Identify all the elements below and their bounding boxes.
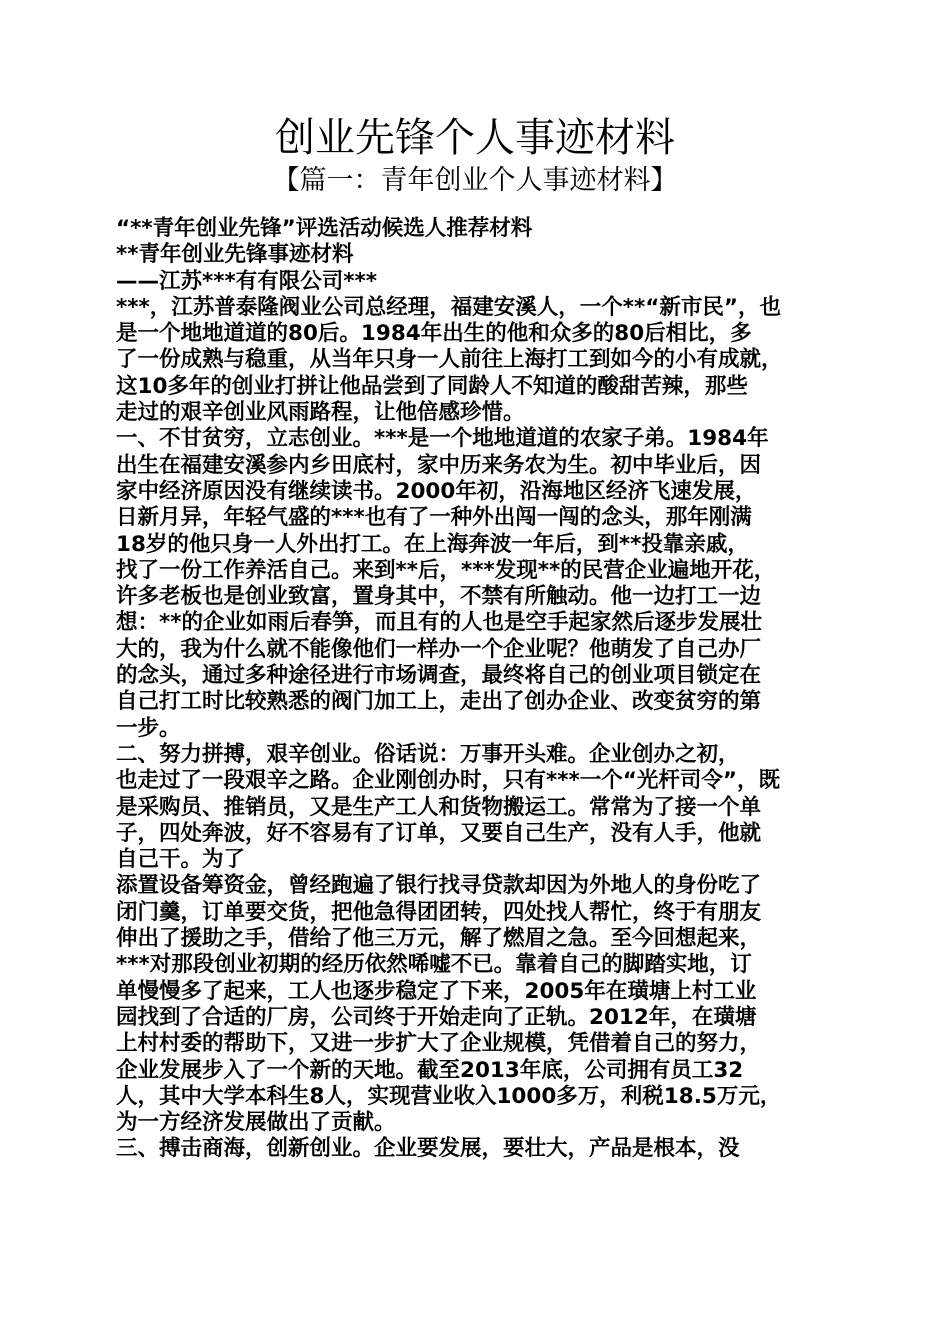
text-line: 添置设备筹资金，曾经跑遍了银行找寻贷款却因为外地人的身份吃了	[116, 873, 762, 899]
text-line: 子，四处奔波，好不容易有了订单，又要自己生产，没有人手，他就	[116, 820, 762, 846]
text-line: 单慢慢多了起来，工人也逐步稳定了下来，2005年在璜塘上村工业	[116, 978, 757, 1004]
text-line: 走过的艰辛创业风雨路程，让他倍感珍惜。	[116, 400, 525, 426]
text-line: 自己干。为了	[116, 847, 246, 873]
text-line: 一、不甘贫穷，立志创业。***是一个地地道道的农家子弟。1984年	[116, 426, 769, 452]
text-line: 想：**的企业如雨后春笋，而且有的人也是空手起家然后逐步发展壮	[116, 610, 762, 636]
text-line: 出生在福建安溪参内乡田底村，家中历来务农为生。初中毕业后，因	[116, 452, 762, 478]
text-line: 家中经济原因没有继续读书。2000年初，沿海地区经济飞速发展，	[116, 478, 757, 504]
text-line: 企业发展步入了一个新的天地。截至2013年底，公司拥有员工32	[116, 1057, 744, 1083]
text-line: 18岁的他只身一人外出打工。在上海奔波一年后，到**投靠亲戚，	[116, 531, 749, 557]
text-line: 上村村委的帮助下，又进一步扩大了企业规模，凭借着自己的努力，	[116, 1031, 762, 1057]
text-line: 三、搏击商海，创新创业。企业要发展，要壮大，产品是根本，没	[116, 1136, 740, 1162]
text-line: “**青年创业先锋”评选活动候选人推荐材料	[116, 216, 533, 241]
text-line: 为一方经济发展做出了贡献。	[116, 1110, 396, 1136]
text-line: 了一份成熟与稳重，从当年只身一人前往上海打工到如今的小有成就，	[116, 347, 783, 373]
text-line: ——江苏***有有限公司***	[116, 268, 377, 294]
text-line: 园找到了合适的厂房，公司终于开始走向了正轨。2012年，在璜塘	[116, 1004, 757, 1030]
text-line: 大的，我为什么就不能像他们一样办一个企业呢？他萌发了自己办厂	[116, 636, 762, 662]
text-line: **青年创业先锋事迹材料	[116, 242, 354, 268]
text-line: 伸出了援助之手，借给了他三万元，解了燃眉之急。至今回想起来，	[116, 926, 762, 952]
document-body	[116, 216, 842, 1163]
text-line: ***对那段创业初期的经历依然唏嘘不已。靠着自己的脚踏实地，订	[116, 952, 752, 978]
text-line: 日新月异，年轻气盛的***也有了一种外出闯一闯的念头，那年刚满	[116, 505, 752, 531]
text-line: 二、努力拼搏，艰辛创业。俗话说：万事开头难。企业创办之初，	[116, 741, 740, 767]
text-line: ***，江苏普泰隆阀业公司总经理，福建安溪人，一个**“新市民”，也	[116, 294, 781, 320]
text-line: 也走过了一段艰辛之路。企业刚创办时，只有***一个“光杆司令”，既	[116, 768, 780, 794]
text-line: 找了一份工作养活自己。来到**后，***发现**的民营企业遍地开花，	[116, 557, 776, 583]
text-line: 是采购员、推销员，又是生产工人和货物搬运工。常常为了接一个单	[116, 794, 762, 820]
text-line: 闭门羹，订单要交货，把他急得团团转，四处找人帮忙，终于有朋友	[116, 899, 762, 925]
text-line: 人，其中大学本科生8人，实现营业收入1000多万，利税18.5万元，	[116, 1083, 782, 1109]
text-line: 的念头，通过多种途径进行市场调查，最终将自己的创业项目锁定在	[116, 663, 762, 689]
document-title: 创业先锋个人事迹材料	[275, 115, 675, 161]
text-line: 是一个地地道道的80后。1984年出生的他和众多的80后相比，多	[116, 321, 752, 347]
document-subtitle: 【篇一：青年创业个人事迹材料】	[272, 165, 678, 196]
text-line: 许多老板也是创业致富，置身其中，不禁有所触动。他一边打工一边	[116, 584, 762, 610]
text-line: 这10多年的创业打拼让他品尝到了同龄人不知道的酸甜苦辣，那些	[116, 373, 748, 399]
text-line: 自己打工时比较熟悉的阀门加工上，走出了创办企业、改变贫穷的第	[116, 689, 762, 715]
text-line: 一步。	[116, 715, 181, 741]
